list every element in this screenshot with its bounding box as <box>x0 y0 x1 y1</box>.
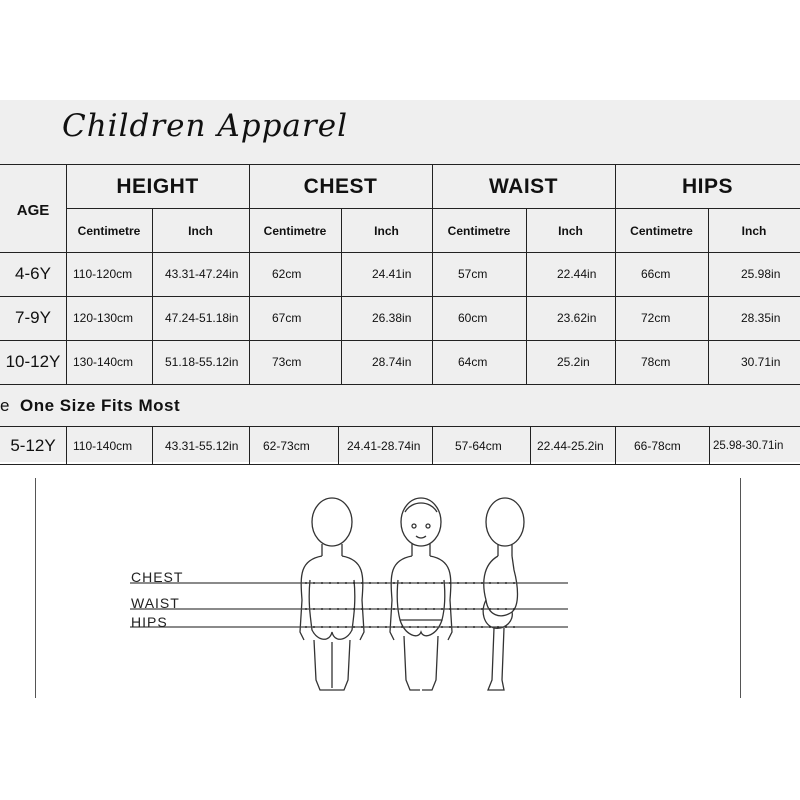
table-cell: 78cm <box>641 355 671 369</box>
table-line <box>0 384 800 385</box>
subheader-cell: Centimetre <box>77 224 141 238</box>
age-cell: 5-12Y <box>10 435 56 455</box>
table-cell: 43.31-47.24in <box>165 267 239 281</box>
age-cell: 7-9Y <box>15 308 51 327</box>
subheader-cell: Centimetre <box>263 224 327 238</box>
table-cell: 22.44-25.2in <box>537 438 604 453</box>
table-cell: 57cm <box>458 267 488 281</box>
subheader-cell: Inch <box>374 224 399 238</box>
table-cell: 60cm <box>458 311 488 325</box>
table-cell: 66-78cm <box>634 438 681 453</box>
table-line <box>66 426 67 464</box>
table-cell: 64cm <box>458 355 488 369</box>
table-cell: 43.31-55.12in <box>165 438 239 453</box>
table-cell: 23.62in <box>557 311 597 325</box>
table-cell: 110-140cm <box>73 438 133 453</box>
table-cell: 28.35in <box>741 311 781 325</box>
age-cell: 4-6Y <box>15 264 51 283</box>
subheader-cell: Inch <box>558 224 583 238</box>
chest-label: CHEST <box>131 569 184 585</box>
table-cell: 24.41in <box>372 267 412 281</box>
child-side-figure <box>483 498 524 690</box>
waist-header: WAIST <box>489 175 558 198</box>
page-title: Children Apparel <box>62 108 348 144</box>
chest-header: CHEST <box>303 175 378 198</box>
table-cell: 62-73cm <box>263 438 310 453</box>
height-header: HEIGHT <box>116 175 199 198</box>
table-line <box>0 164 800 165</box>
table-line <box>338 426 339 464</box>
table-cell: 22.44in <box>557 267 597 281</box>
table-cell: 51.18-55.12in <box>165 355 239 369</box>
table-cell: 24.41-28.74in <box>347 438 421 453</box>
table-line <box>432 426 433 464</box>
table-cell: 25.98in <box>741 267 781 281</box>
table-cell: 110-120cm <box>73 267 133 281</box>
table-line <box>249 426 250 464</box>
table-cell: 67cm <box>272 311 302 325</box>
table-cell: 25.98-30.71in <box>713 439 784 452</box>
waist-label: WAIST <box>131 595 180 611</box>
table-cell: 130-140cm <box>73 355 134 369</box>
subheader-cell: Inch <box>188 224 213 238</box>
table-line <box>66 208 800 209</box>
table-cell: 25.2in <box>557 355 590 369</box>
table-line <box>709 426 710 464</box>
child-back-figure <box>300 498 364 690</box>
one-size-label: One Size Fits Most <box>20 396 181 415</box>
table-cell: 66cm <box>641 267 671 281</box>
age-cell: 10-12Y <box>5 352 61 371</box>
table-cell: 30.71in <box>741 355 781 369</box>
hips-label: HIPS <box>131 614 168 630</box>
table-cell: 47.24-51.18in <box>165 311 239 325</box>
table-line <box>0 464 800 465</box>
one-size-prefix: e <box>0 396 10 415</box>
table-cell: 62cm <box>272 267 302 281</box>
table-cell: 73cm <box>272 355 302 369</box>
subheader-cell: Inch <box>741 224 767 238</box>
table-line <box>530 426 531 464</box>
table-cell: 28.74in <box>372 355 412 369</box>
subheader-cell: Centimetre <box>447 224 511 238</box>
subheader-cell: Centimetre <box>630 224 693 238</box>
child-front-figure <box>390 498 452 690</box>
table-cell: 72cm <box>641 311 671 325</box>
hips-header: HIPS <box>681 175 733 198</box>
table-line <box>152 426 153 464</box>
age-header: AGE <box>16 201 50 219</box>
measurement-diagram <box>0 472 800 722</box>
table-line <box>615 426 616 464</box>
table-cell: 57-64cm <box>455 438 502 453</box>
table-cell: 120-130cm <box>73 311 134 325</box>
table-cell: 26.38in <box>372 311 412 325</box>
